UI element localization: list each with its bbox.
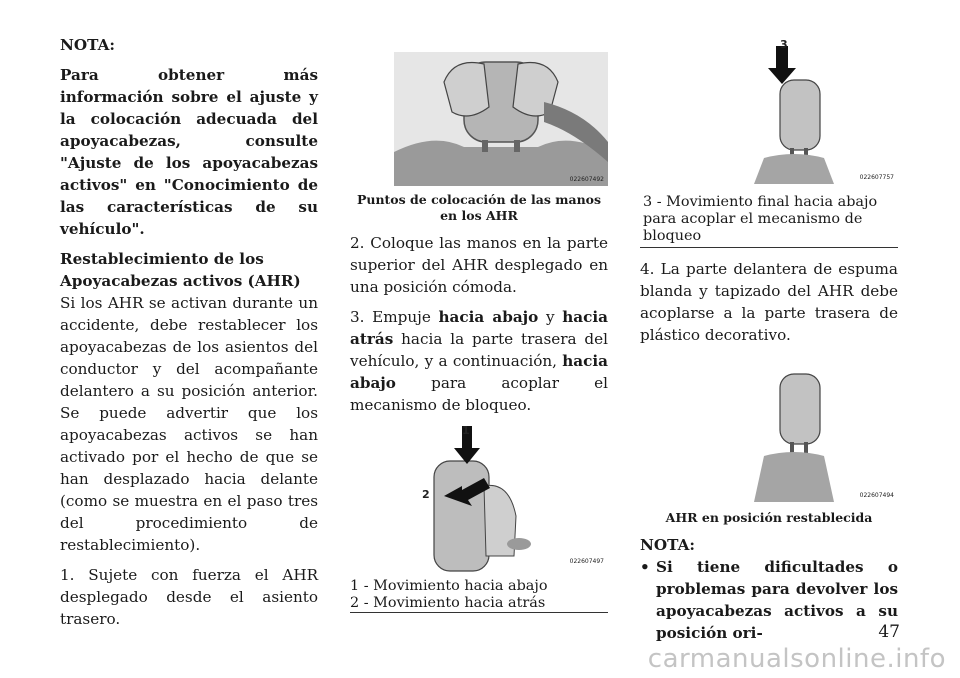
step-1: 1. Sujete con fuerza el AHR desplegado desde el asiento trasero. [60, 566, 318, 628]
figure-push-motion [350, 426, 608, 576]
figure-code: 022607492 [569, 176, 604, 183]
figure-label-2: 2 [422, 488, 430, 501]
figure-code: 022607494 [859, 492, 894, 499]
headrest-push-image [424, 426, 608, 576]
headrest-reset-image [734, 364, 898, 502]
figure-hand-placement [350, 52, 608, 186]
note-title: NOTA: [60, 36, 115, 54]
figure-legend [640, 194, 898, 248]
legend-item-1: 1 - Movimiento hacia abajo [350, 578, 548, 594]
column-middle [350, 52, 608, 613]
step-2: 2. Coloque las manos en la parte superior del AHR desplegado en una posición cómoda. [350, 234, 608, 296]
figure-final-down [640, 40, 898, 184]
step-3-text: hacia la parte trasera del vehículo, y a continuación, [350, 330, 608, 370]
headrest-hands-image [394, 52, 608, 186]
step-3-text: y [538, 308, 563, 326]
page-number: 47 [878, 622, 900, 642]
column-right [640, 40, 898, 644]
watermark: carmanualsonline.info [647, 644, 946, 674]
figure-label-1: 1 [462, 424, 470, 437]
figure-legend [350, 578, 608, 613]
column-left [60, 34, 318, 630]
figure-label-3: 3 [780, 38, 788, 51]
step-3-text: para acoplar el mecanismo de bloqueo. [350, 374, 608, 414]
figure-code: 022607497 [569, 558, 604, 565]
note-bullet-text: Si tiene dificultades o problemas para devolver los apoyacabezas activos a su posición ori- [656, 558, 898, 642]
section-body: Si los AHR se activan durante un accidente, debe restablecer los apoyacabezas de los asientos del conductor y del acompañante delantero a su posición anterior. Se puede advertir que los apoyacabezas activos se han activado por el hecho de que se han desplazado hacia delante (como se muestra en el paso tres del procedimiento de restablecimiento). [60, 294, 318, 554]
step-3-emphasis: hacia atrás [350, 308, 608, 348]
figure-caption: AHR en posición restablecida [665, 510, 873, 525]
step-3-text: 3. Empuje [350, 308, 439, 326]
headrest-lock-image [734, 40, 898, 184]
figure-caption: Puntos de colocación de las manos en los AHR [356, 192, 602, 223]
note-body: Para obtener más información sobre el ajuste y la colocación adecuada del apoyacabezas, consulte "Ajuste de los apoyacabezas activos" en "Conocimiento de las características de su vehículo". [60, 66, 318, 238]
step-4: 4. La parte delantera de espuma blanda y tapizado del AHR debe acoplarse a la parte trasera de plástico decorativo. [640, 260, 898, 344]
section-title: Restablecimiento de los Apoyacabezas activos (AHR) [60, 250, 301, 290]
note-title: NOTA: [640, 536, 695, 554]
figure-code: 022607757 [859, 174, 894, 181]
legend-item-2: 2 - Movimiento hacia atrás [350, 595, 546, 611]
note-bullet [640, 556, 898, 644]
figure-reset-position [640, 364, 898, 502]
legend-item-3: 3 - Movimiento final hacia abajo para acoplar el mecanismo de bloqueo [643, 194, 878, 244]
step-3-emphasis: hacia abajo [350, 352, 608, 392]
bullet-icon: • [640, 558, 650, 576]
step-3 [350, 306, 608, 416]
step-3-emphasis: hacia abajo [438, 308, 539, 326]
